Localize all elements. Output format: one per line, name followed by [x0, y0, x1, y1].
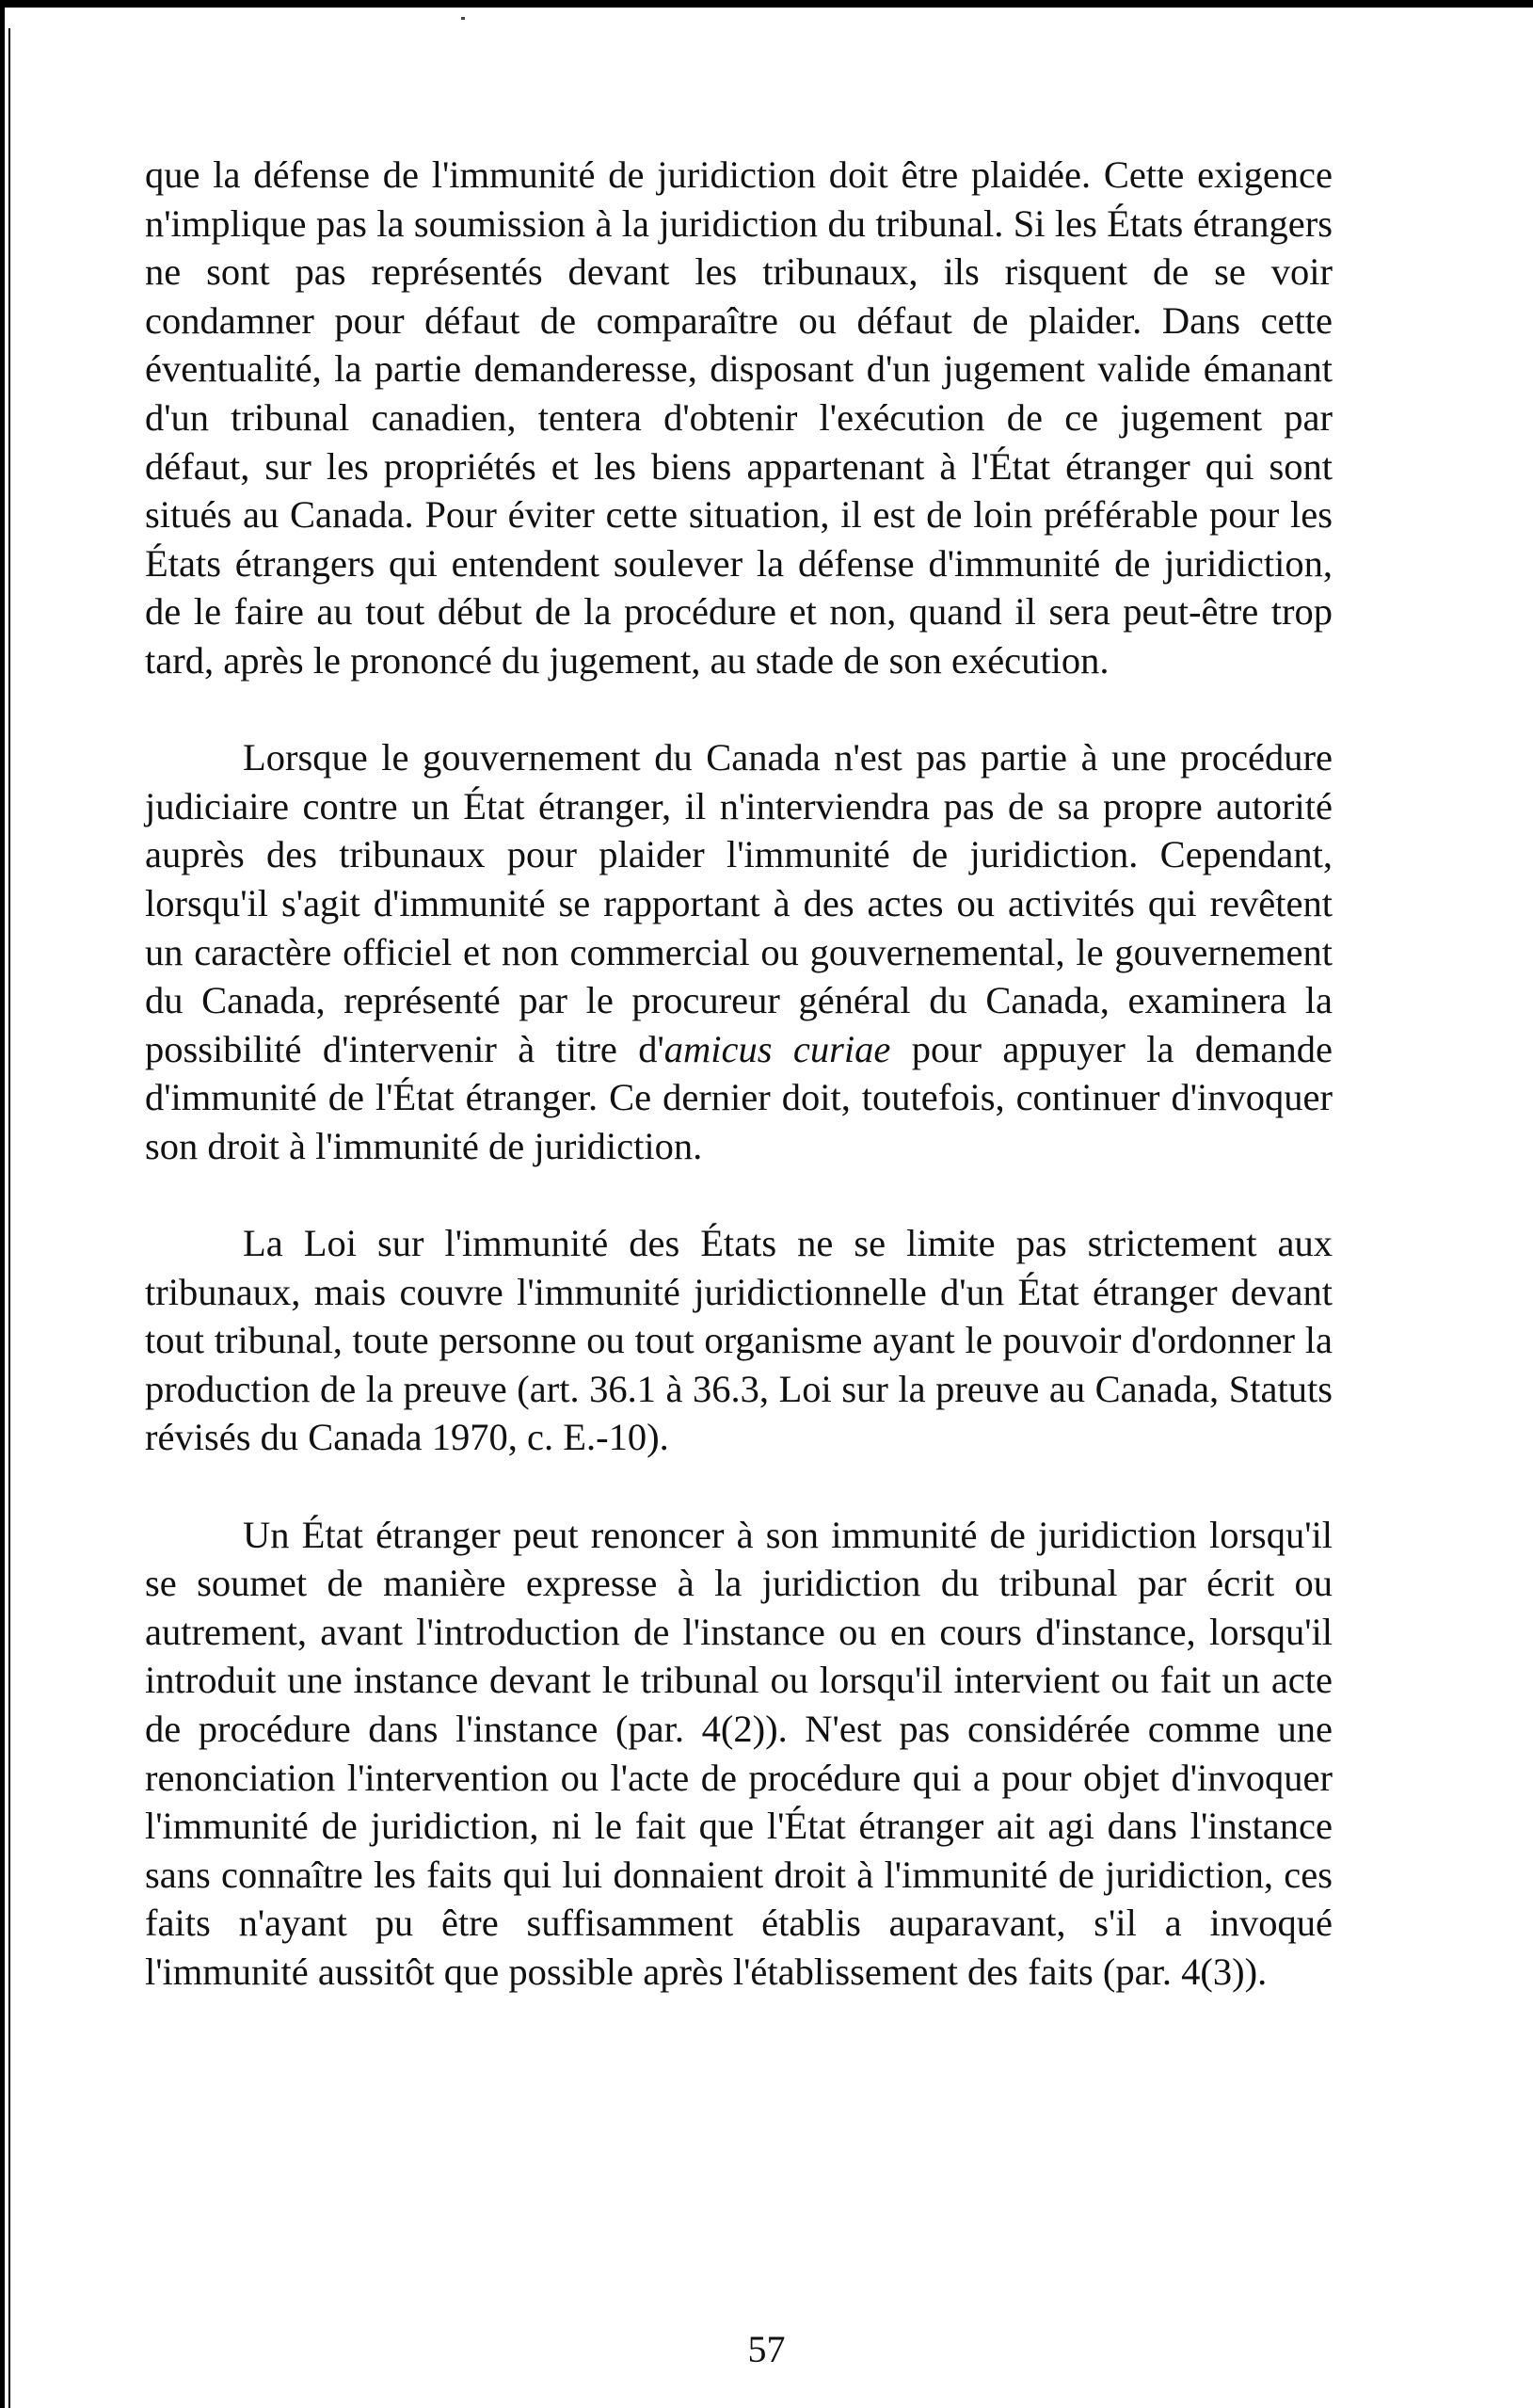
- scan-speck: [461, 17, 465, 20]
- paragraph-3-text: La Loi sur l'immunité des États ne se limite pas strictement aux tribunaux, mais couvre l'immunité juridictionnelle d'un État étranger devant tout tribunal, toute personne ou tout organisme ayant le pouvoir d'ordonner la production de la preuve (art. 36.1 à 36.3, Loi sur la preuve au Canada, Statuts révisés du Canada 1970, c. E.-10).: [145, 1222, 1333, 1459]
- page-body: [145, 151, 1333, 1997]
- paragraph-1: [145, 151, 1333, 685]
- paragraph-2: [145, 733, 1333, 1170]
- paragraph-2-italic-term: amicus curiae: [663, 1027, 891, 1070]
- paragraph-3: [145, 1219, 1333, 1462]
- paragraph-4-text: Un État étranger peut renoncer à son immunité de juridiction lorsqu'il se soumet de manière expresse à la juridiction du tribunal par écrit ou autrement, avant l'introduction de l'instance ou en cours d'instance, lorsqu'il introduit une instance devant le tribunal ou lorsqu'il intervient ou fait un acte de procédure dans l'instance (par. 4(2)). N'est pas considérée comme une renonciation l'intervention ou l'acte de procédure qui a pour objet d'invoquer l'immunité de juridiction, ni le fait que l'État étranger ait agi dans l'instance sans connaître les faits qui lui donnaient droit à l'immunité de juridiction, ces faits n'ayant pu être suffisamment établis auparavant, s'il a invoqué l'immunité aussitôt que possible après l'établissement des faits (par. 4(3)).: [145, 1513, 1333, 1993]
- scan-border-top: [0, 0, 1533, 8]
- paragraph-2-text-a: Lorsque le gouvernement du Canada n'est pas partie à une procédure judiciaire contre un État étranger, il n'interviendra pas de sa propre autorité auprès des tribunaux pour plaider l'immunité de juridiction. Cependant, lorsqu'il s'agit d'immunité se rapportant à des actes ou activités qui revêtent un caractère officiel et non commercial ou gouvernemental, le gouvernement du Canada, représenté par le procureur général du Canada, examinera la possibilité d'intervenir à titre d': [145, 736, 1333, 1070]
- paragraph-2-text-b: pour appuyer la demande d'immunité de l'État étranger. Ce dernier doit, toutefois, continuer d'invoquer son droit à l'immunité de juridiction.: [145, 1027, 1333, 1167]
- paragraph-1-text: que la défense de l'immunité de juridiction doit être plaidée. Cette exigence n'implique pas la soumission à la juridiction du tribunal. Si les États étrangers ne sont pas représentés devant les tribunaux, ils risquent de se voir condamner pour défaut de comparaître ou défaut de plaider. Dans cette éventualité, la partie demanderesse, disposant d'un jugement valide émanant d'un tribunal canadien, tentera d'obtenir l'exécution de ce jugement par défaut, sur les propriétés et les biens appartenant à l'État étranger qui sont situés au Canada. Pour éviter cette situation, il est de loin préférable pour les États étrangers qui entendent soulever la défense d'immunité de juridiction, de le faire au tout début de la procédure et non, quand il sera peut-être trop tard, après le prononcé du jugement, au stade de son exécution.: [145, 153, 1333, 682]
- scan-border-left: [0, 0, 5, 2408]
- scan-border-left-inner: [8, 28, 10, 2408]
- page-number: 57: [747, 2328, 786, 2370]
- paragraph-4: [145, 1511, 1333, 1997]
